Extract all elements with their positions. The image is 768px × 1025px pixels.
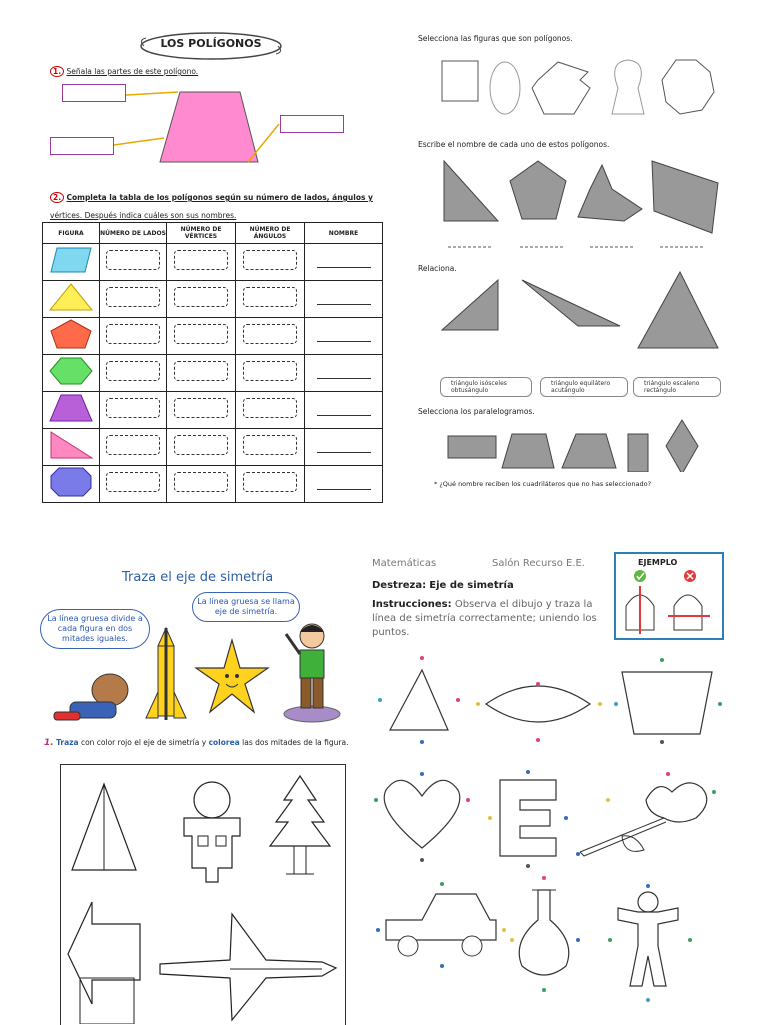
table-header-row bbox=[43, 223, 383, 244]
header-angles: NÚMERO DE ÁNGULOS bbox=[236, 223, 305, 244]
vertices-input[interactable] bbox=[174, 287, 228, 307]
sides-input[interactable] bbox=[106, 398, 160, 418]
symmetry-instruction bbox=[44, 738, 364, 748]
keyhole-figure bbox=[612, 60, 644, 114]
triangle-shape bbox=[43, 281, 100, 318]
instruction-bold-color: colorea bbox=[208, 738, 240, 747]
triangle-matching-figures bbox=[430, 268, 730, 354]
square-figure bbox=[442, 61, 478, 101]
angles-input[interactable] bbox=[243, 472, 297, 492]
option-isosceles[interactable]: triángulo isósceles obtusángulo bbox=[440, 377, 532, 397]
irregular-hexagon-figure bbox=[578, 165, 642, 221]
angles-input[interactable] bbox=[243, 324, 297, 344]
polygon-table bbox=[42, 222, 383, 503]
car-icon bbox=[386, 894, 496, 940]
table-row bbox=[43, 244, 383, 281]
vertices-input[interactable] bbox=[174, 435, 228, 455]
task3-text: Relaciona. bbox=[418, 264, 457, 273]
name-input[interactable] bbox=[317, 415, 371, 416]
rhomboid-shape bbox=[43, 244, 100, 281]
table-row bbox=[43, 466, 383, 503]
ellipse-figure bbox=[490, 62, 520, 114]
speech-bubble-right: La línea gruesa se llama eje de simetría. bbox=[192, 592, 300, 622]
trapezoid-shape bbox=[43, 392, 100, 429]
instructions-label: Instrucciones: bbox=[372, 599, 452, 610]
octagon-shape bbox=[43, 466, 100, 503]
vertices-input[interactable] bbox=[174, 324, 228, 344]
vertices-input[interactable] bbox=[174, 361, 228, 381]
vertices-input[interactable] bbox=[174, 472, 228, 492]
header-vertices: NÚMERO DE VÉRTICES bbox=[167, 223, 236, 244]
section2-line1: Completa la tabla de los polígonos según su número de lados, ángulos y bbox=[66, 193, 373, 202]
tulip-icon bbox=[646, 783, 707, 822]
task2-text: Escribe el nombre de cada uno de estos polígonos. bbox=[418, 140, 610, 149]
right-triangle-shape bbox=[43, 429, 100, 466]
header-subject: Matemáticas bbox=[372, 558, 437, 569]
check-icon bbox=[634, 570, 646, 582]
label-box-right[interactable] bbox=[280, 115, 344, 133]
table-row bbox=[43, 355, 383, 392]
example-label: EJEMPLO bbox=[638, 558, 678, 567]
sides-input[interactable] bbox=[106, 472, 160, 492]
bucket-outline bbox=[622, 672, 712, 734]
pentagon-figure bbox=[510, 161, 566, 219]
section1-number: 1. bbox=[50, 66, 64, 77]
option-scalene[interactable]: triángulo escaleno rectángulo bbox=[633, 377, 721, 397]
question-text: * ¿Qué nombre reciben los cuadriláteros que no has seleccionado? bbox=[434, 480, 652, 488]
instruction-middle: con color rojo el eje de simetría y bbox=[78, 738, 209, 747]
section1-text: Señala las partes de este polígono. bbox=[66, 67, 199, 76]
child-head-icon bbox=[92, 674, 128, 706]
example-box bbox=[614, 552, 724, 640]
speech-bubble-left: La línea gruesa divide a cada figura en dos mitades iguales. bbox=[40, 609, 150, 649]
instructions-body: Observa el dibujo y traza la línea de simetría correctamente; uniendo los puntos. bbox=[372, 599, 597, 638]
vertices-input[interactable] bbox=[174, 398, 228, 418]
symmetry-dot-figures bbox=[372, 650, 730, 1020]
angles-input[interactable] bbox=[243, 435, 297, 455]
skill-label: Destreza: bbox=[372, 580, 427, 591]
quadrilateral-figure bbox=[652, 161, 718, 233]
name-input[interactable] bbox=[317, 452, 371, 453]
option-equilateral[interactable]: triángulo equilátero acutángulo bbox=[540, 377, 628, 397]
header-name: NOMBRE bbox=[305, 223, 383, 244]
sides-input[interactable] bbox=[106, 287, 160, 307]
arrow-outline bbox=[68, 902, 140, 1004]
label-box-top[interactable] bbox=[62, 84, 126, 102]
sides-input[interactable] bbox=[106, 361, 160, 381]
header-sides: NÚMERO DE LADOS bbox=[100, 223, 167, 244]
table-row bbox=[43, 429, 383, 466]
name-input[interactable] bbox=[317, 341, 371, 342]
table-row bbox=[43, 281, 383, 318]
tree-outline bbox=[270, 776, 330, 846]
sides-input[interactable] bbox=[106, 435, 160, 455]
smiling-star-icon bbox=[196, 640, 268, 712]
sides-input[interactable] bbox=[106, 324, 160, 344]
triangle-outline bbox=[390, 670, 448, 730]
decagon-figure bbox=[662, 60, 714, 114]
angles-input[interactable] bbox=[243, 250, 297, 270]
skill-line bbox=[372, 580, 514, 591]
header-room: Salón Recurso E.E. bbox=[492, 558, 585, 569]
lens-outline bbox=[486, 686, 590, 722]
pentagon-shape bbox=[43, 318, 100, 355]
section2-instruction bbox=[50, 189, 380, 225]
polygon-names-figures bbox=[430, 155, 730, 255]
label-box-left[interactable] bbox=[50, 137, 114, 155]
person-figure-icon bbox=[638, 892, 658, 912]
angles-input[interactable] bbox=[243, 287, 297, 307]
name-input[interactable] bbox=[317, 489, 371, 490]
letter-e-outline bbox=[500, 780, 556, 856]
table-row bbox=[43, 392, 383, 429]
instructions-text bbox=[372, 598, 612, 640]
polygon-candidates bbox=[430, 52, 730, 124]
section2-line2: vértices. Después indica cuáles son sus nombres. bbox=[50, 211, 237, 220]
sides-input[interactable] bbox=[106, 250, 160, 270]
angles-input[interactable] bbox=[243, 361, 297, 381]
name-input[interactable] bbox=[317, 378, 371, 379]
section2-number: 2. bbox=[50, 192, 64, 203]
symmetry-figures bbox=[60, 764, 344, 1024]
triangle-figure bbox=[444, 161, 498, 221]
instruction-number: 1. bbox=[44, 738, 54, 748]
vertices-input[interactable] bbox=[174, 250, 228, 270]
table-row bbox=[43, 318, 383, 355]
page-title: LOS POLÍGONOS bbox=[160, 37, 262, 50]
hexagon-shape bbox=[43, 355, 100, 392]
task1-text: Selecciona las figuras que son polígonos. bbox=[418, 34, 573, 43]
instruction-bold-trace: Traza bbox=[56, 738, 79, 747]
flask-icon bbox=[519, 890, 569, 975]
irregular-polygon-figure bbox=[532, 62, 590, 114]
symmetry-illustration bbox=[50, 620, 350, 732]
angles-input[interactable] bbox=[243, 398, 297, 418]
jet-plane-icon bbox=[160, 914, 336, 1020]
girl-figure-icon bbox=[194, 782, 230, 818]
name-input[interactable] bbox=[317, 267, 371, 268]
task4-text: Selecciona los paralelogramos. bbox=[418, 407, 535, 416]
section1-instruction bbox=[50, 67, 198, 76]
header-figure: FIGURA bbox=[43, 223, 100, 244]
heart-icon bbox=[384, 780, 460, 848]
quadrilateral-figures bbox=[440, 416, 710, 472]
instruction-end: las dos mitades de la figura. bbox=[239, 738, 349, 747]
name-input[interactable] bbox=[317, 304, 371, 305]
skill-value: Eje de simetría bbox=[429, 580, 514, 591]
symmetry-title: Traza el eje de simetría bbox=[122, 570, 274, 585]
